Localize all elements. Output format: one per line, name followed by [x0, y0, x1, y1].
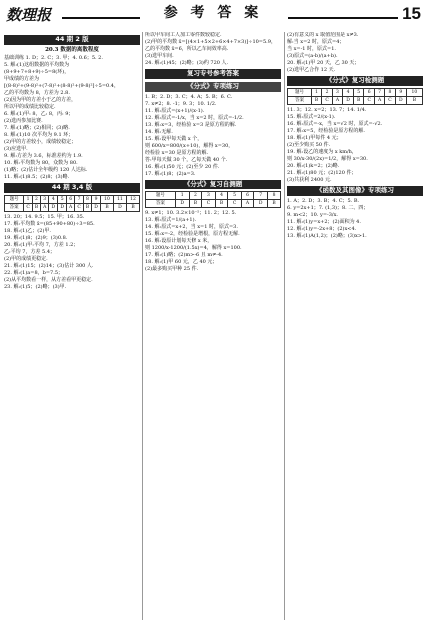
- section-heading: 《函数及其图像》专项练习: [287, 186, 423, 196]
- table-cell: B: [406, 96, 422, 104]
- answer-line: (3)应选甲.: [4, 146, 28, 153]
- answer-line: 19. 解:(1)8；(2)9；(3)0.8.: [4, 235, 68, 242]
- table-cell: 答案: [5, 204, 24, 212]
- table-cell: 12: [126, 196, 139, 204]
- table-cell: D: [49, 204, 58, 212]
- table-cell: 9: [395, 88, 406, 96]
- table-cell: 4: [343, 88, 354, 96]
- table-cell: D: [343, 96, 354, 104]
- answer-line: (2)从平均数看一样，从方差看甲更稳定.: [4, 277, 93, 284]
- answer-line: 则 600/x=800/(x+10)，解得 x=30，: [145, 142, 234, 149]
- table-cell: A: [374, 96, 384, 104]
- answer-line: 乙:平均 7，方差 5.4；: [4, 249, 55, 256]
- section-heading: 《分式》复习检测题: [287, 76, 423, 86]
- table-row: [288, 88, 423, 96]
- table-cell: 2: [189, 192, 202, 200]
- answer-line: (1)略；(2)估计全年级约 120 人达标.: [4, 167, 88, 174]
- table-cell: 10: [101, 196, 114, 204]
- answer-line: 20. 解:(1)甲 20 天，乙 30 天；: [287, 60, 360, 66]
- table-cell: 答案: [146, 200, 176, 208]
- table-cell: 8: [83, 196, 91, 204]
- table-cell: 5: [354, 88, 364, 96]
- answer-line: 9. x≠1；10. 3.2×10⁻⁵；11. 2；12. 5.: [145, 210, 237, 217]
- table-cell: 题号: [5, 196, 24, 204]
- answer-table: [4, 195, 140, 212]
- table-cell: B: [311, 96, 321, 104]
- answer-line: 18. 解:(1)甲 60 元，乙 40 元；: [145, 259, 218, 266]
- answer-line: 答:甲每天做 30 个，乙每天做 40 个.: [145, 156, 228, 163]
- answer-line: 甲成绩的方差为: [4, 76, 40, 83]
- answer-line: 13. 解:原式=1/(a+1).: [145, 217, 197, 224]
- table-cell: B: [126, 204, 139, 212]
- answer-line: 17. 解:(1)略；(2)m>-6 且 m≠-4.: [145, 252, 223, 259]
- answer-line: 基础训练 1. D；2. C；3. 甲；4. 0.6；5. 2.: [4, 55, 103, 62]
- answer-line: (2)甲的平均数 x̄=[(4×1+5×2+6×4+7×3)]÷10=5.9，: [145, 39, 276, 45]
- table-cell: 1: [311, 88, 321, 96]
- table-cell: A: [67, 204, 75, 212]
- answer-lines: [145, 32, 281, 66]
- answer-line: 14. 解:原式=x+2，当 x=1 时，原式=3.: [145, 224, 238, 231]
- answer-line: (2)甲的方差较小，成绩较稳定；: [4, 139, 77, 146]
- table-cell: 7: [254, 192, 268, 200]
- table-row: [146, 200, 281, 208]
- table-cell: B: [101, 204, 114, 212]
- answer-line: 15. 解:原式=2/(x-1).: [287, 113, 336, 120]
- table-cell: 题号: [288, 88, 312, 96]
- table-row: [5, 204, 140, 212]
- answer-line: (2)选丙参加比赛.: [4, 118, 43, 125]
- answer-line: 23. 解:(1)5；(2)略；(3)甲.: [4, 284, 67, 291]
- answer-line: (2)至少购买 50 件.: [287, 141, 331, 148]
- table-cell: C: [385, 96, 396, 104]
- answer-line: 经检验 x=30 是原方程的解.: [145, 149, 209, 156]
- table-row: [288, 96, 423, 104]
- answer-line: 15. 解:设甲每天做 x 个，: [145, 135, 203, 142]
- answer-line: 18. 解:(1)乙；(2)甲.: [4, 228, 51, 235]
- answer-line: 所以甲的成绩比较稳定.: [4, 104, 56, 111]
- page-title: 参 考 答 案: [163, 5, 263, 21]
- section-heading: 复习专号参考答案: [145, 69, 281, 79]
- section-subheading: 《分式》专项练习: [145, 82, 281, 92]
- table-cell: C: [202, 200, 215, 208]
- answer-line: (2)最多购买甲种 25 件.: [145, 266, 199, 273]
- table-cell: 7: [374, 88, 384, 96]
- table-cell: C: [228, 200, 241, 208]
- table-cell: D: [113, 204, 126, 212]
- answer-line: 则 30/x-30/(2x)=1/2，解得 x=30.: [287, 155, 368, 162]
- table-cell: A: [41, 204, 49, 212]
- answer-line: 乙的平均数为 8，方差为 2.8.: [4, 90, 70, 97]
- table-cell: D: [58, 204, 67, 212]
- answer-line: 17. 解:(1)8；(2)a=3.: [145, 170, 196, 177]
- table-cell: 5: [228, 192, 241, 200]
- answer-line: 当 x=-1 时，原式=1.: [287, 46, 337, 52]
- table-cell: 6: [241, 192, 254, 200]
- answer-line: 24. 解:(1)45；(2)略；(3)约 720 人.: [145, 60, 229, 66]
- table-cell: 6: [67, 196, 75, 204]
- answer-table: [287, 88, 423, 105]
- answer-line: [(8-8)²+(9-8)²+(7-8)²+(8-8)²+(9-8)²]÷5=0.4，: [4, 83, 119, 90]
- table-cell: B: [83, 204, 91, 212]
- answer-line: 16. 解:(1)50 元；(2)至少 20 件.: [145, 163, 220, 170]
- answer-table: [145, 191, 281, 208]
- answer-line: 12. 解:(1)y=-2x+8；(2)x<4.: [287, 225, 357, 232]
- answer-line: 11. 解:(1)8.5；(2)8；(3)略.: [4, 174, 70, 181]
- answer-line: 20. 解:(1)k=2；(2)略.: [287, 162, 340, 169]
- table-cell: 3: [202, 192, 215, 200]
- answer-lines: [145, 210, 281, 272]
- column-divider: [284, 32, 285, 620]
- answer-line: 5. 解:(1)这组数据的平均数为: [4, 62, 70, 69]
- section-heading: 44 期 3,4 版: [4, 183, 140, 193]
- column-middle: [145, 32, 281, 622]
- table-cell: 2: [322, 88, 333, 96]
- answer-lines: [287, 32, 423, 73]
- answer-line: (2)有意义的 x 取值范围是 x≠3.: [287, 32, 359, 38]
- answer-lines: [4, 214, 140, 290]
- table-cell: D: [92, 204, 101, 212]
- table-cell: C: [322, 96, 333, 104]
- table-cell: 6: [364, 88, 375, 96]
- answer-line: 17. 解:x=5，经检验是原方程的解.: [287, 127, 366, 134]
- answer-line: 6. 解:(1)甲: 8，乙: 8，丙: 9；: [4, 111, 74, 118]
- answer-line: (3)共获利 2400 元.: [287, 176, 332, 183]
- answer-line: 21. 解:(1)15；(2)14；(3)估计 300 人.: [4, 263, 94, 270]
- answer-line: (3)原式=(a-b)/(a+b).: [287, 53, 338, 59]
- answer-line: 1. A；2. D；3. B；4. C；5. B.: [287, 197, 360, 204]
- answer-line: 7. x≠2；8. -1；9. 3；10. 1/2.: [145, 100, 217, 107]
- answer-line: 11. 解:(1)y=x+2；(2)面积为 4.: [287, 218, 361, 225]
- table-cell: C: [75, 204, 84, 212]
- page-number: 15: [402, 4, 421, 23]
- column-left: [4, 32, 140, 622]
- table-cell: 7: [75, 196, 84, 204]
- table-cell: 答案: [288, 96, 312, 104]
- table-cell: D: [175, 200, 189, 208]
- answer-line: 16. 解:原式=-x，当 x=√2 时，原式=-√2.: [287, 120, 383, 127]
- answer-line: 16. 解:设原计划每天修 x 米，: [145, 238, 213, 245]
- table-cell: D: [395, 96, 406, 104]
- answer-line: 14. 解:无解.: [145, 128, 173, 135]
- answer-line: 12. 解:原式=-1/x，当 x=2 时，原式=-1/2.: [145, 114, 244, 121]
- answer-line: 18. 解:(1)甲每件 4 元；: [287, 134, 342, 141]
- answer-line: 13. 解:(1)A(1,2)；(2)略；(3)x>1.: [287, 232, 367, 239]
- table-cell: 2: [32, 196, 40, 204]
- table-row: [5, 196, 140, 204]
- table-cell: B: [354, 96, 364, 104]
- table-cell: B: [189, 200, 202, 208]
- table-cell: 4: [215, 192, 228, 200]
- answer-line: 8. 解:(1)10 次平均为 9.1 环；: [4, 132, 74, 139]
- answer-line: 9. m<2；10. y=-3/x.: [287, 211, 338, 218]
- table-cell: B: [268, 200, 281, 208]
- table-row: [146, 192, 281, 200]
- table-cell: 9: [92, 196, 101, 204]
- table-cell: D: [254, 200, 268, 208]
- answer-line: 17. 解:平均数 x̄=(85+90+80)÷3=85.: [4, 221, 95, 228]
- answer-line: 19. 解:设乙的速度为 x km/h，: [287, 148, 357, 155]
- answer-line: 11. 3；12. x=2；13. 7；14. 1/4.: [287, 106, 367, 113]
- table-cell: 8: [385, 88, 396, 96]
- answer-line: 11. 解:原式=(x+1)/(x-1).: [145, 107, 205, 114]
- answer-line: 1. B；2. D；3. C；4. A；5. B；6. C.: [145, 93, 233, 100]
- answer-line: (8+9+7+8+9)÷5=8(环)，: [4, 69, 70, 76]
- table-cell: 5: [58, 196, 67, 204]
- answer-line: 则 1200/x-1200/(1.5x)=4，解得 x=100.: [145, 245, 242, 252]
- table-cell: C: [364, 96, 375, 104]
- table-cell: 3: [41, 196, 49, 204]
- header-rule-right: [288, 17, 398, 19]
- table-cell: 1: [175, 192, 189, 200]
- answer-line: 所以甲车间工人加工零件数较稳定.: [145, 32, 222, 38]
- answer-line: 7. 解:(1)略；(2)相同；(3)略.: [4, 125, 70, 132]
- answer-line: 解:当 x=2 时，原式=4；: [287, 39, 345, 45]
- table-cell: 3: [332, 88, 342, 96]
- header-rule-left: [62, 17, 140, 19]
- answer-line: (2)选甲乙合作 12 天.: [287, 67, 336, 73]
- answer-line: 15. 解:x=-2，经检验是增根，原方程无解.: [145, 231, 240, 238]
- table-cell: 11: [113, 196, 126, 204]
- answer-lines: [4, 55, 140, 180]
- answer-line: 22. 解:(1)a=8，b=7.5；: [4, 270, 64, 277]
- table-cell: B: [215, 200, 228, 208]
- section-subheading: 20.3 数据的离散程度: [45, 46, 99, 53]
- table-cell: 题号: [146, 192, 176, 200]
- answer-line: 21. 解:(1)80 元；(2)120 件；: [287, 169, 357, 176]
- answer-line: 9. 解:方差为 3.6，标准差约为 1.9.: [4, 153, 83, 160]
- table-cell: A: [241, 200, 254, 208]
- answer-line: 13. 解:x=3，经检验 x=3 是原方程的解.: [145, 121, 237, 128]
- table-cell: A: [332, 96, 342, 104]
- brand-logo: 数理报: [6, 6, 52, 24]
- answer-line: 20. 解:(1)甲:平均 7，方差 1.2；: [4, 242, 79, 249]
- table-cell: 1: [24, 196, 33, 204]
- answer-line: (2)因为甲的方差小于乙的方差，: [4, 97, 77, 104]
- answer-lines: [287, 107, 423, 183]
- answer-lines: [287, 198, 423, 239]
- answer-line: 10. 解:平均数为 80，众数为 80.: [4, 160, 78, 167]
- column-right: [287, 32, 423, 622]
- answer-line: 13. 20；14. 9.5；15. 甲；16. 35.: [4, 214, 85, 221]
- table-cell: C: [24, 204, 33, 212]
- table-cell: B: [32, 204, 40, 212]
- table-cell: 8: [268, 192, 281, 200]
- answer-line: (3)选甲车间.: [145, 53, 174, 59]
- page-header: [0, 0, 427, 32]
- answer-line: 6. y=2x+1；7. (1,3)；8. 二、四；: [287, 204, 369, 211]
- table-cell: 4: [49, 196, 58, 204]
- section-heading: 44 期 2 版: [4, 35, 140, 45]
- answer-line: 乙的平均数 x̄=6，所以乙车间效率高.: [145, 46, 229, 52]
- answer-line: (2)甲的成绩更稳定.: [4, 256, 48, 263]
- column-divider: [142, 32, 143, 620]
- answer-lines: [145, 94, 281, 177]
- table-cell: 10: [406, 88, 422, 96]
- section-heading: 《分式》复习自测题: [145, 180, 281, 190]
